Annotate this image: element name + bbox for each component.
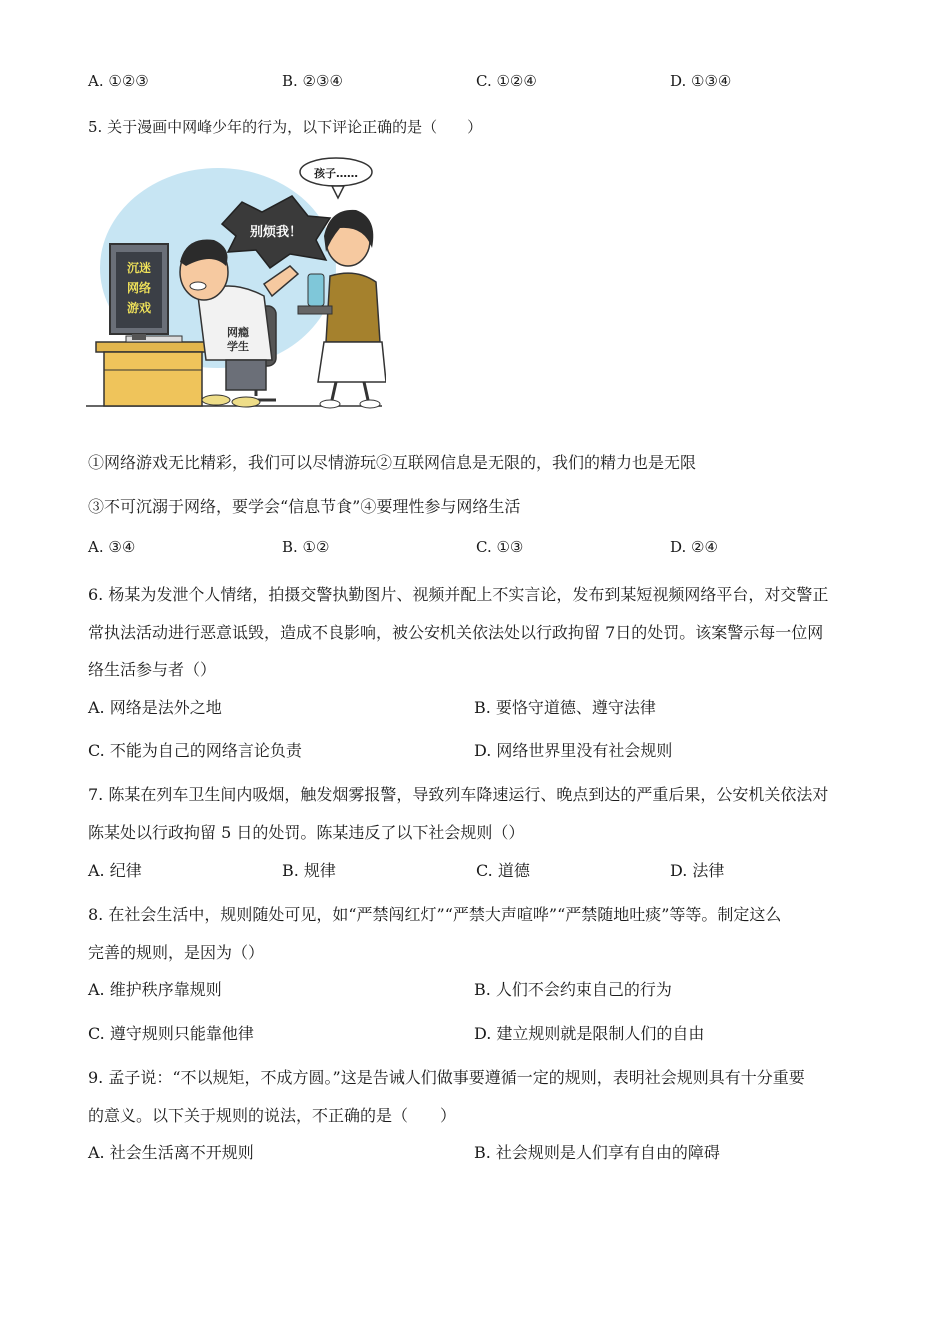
screen-text-3: 游戏 bbox=[126, 301, 152, 315]
q7-option-a: A. 纪律 bbox=[88, 861, 142, 880]
q7-stem-line1: 7. 陈某在列车卫生间内吸烟，触发烟雾报警，导致列车降速运行、晚点到达的严重后果，公安机关依法对 bbox=[88, 785, 829, 804]
tray bbox=[298, 306, 332, 314]
q8-option-a: A. 维护秩序靠规则 bbox=[88, 980, 222, 999]
q9-stem-line2: 的意义。以下关于规则的说法，不正确的是（ ） bbox=[88, 1106, 457, 1125]
desk-body bbox=[104, 352, 202, 406]
bottle bbox=[308, 274, 324, 306]
q5-option-b: B. ①② bbox=[282, 538, 330, 556]
q6-option-a: A. 网络是法外之地 bbox=[88, 698, 222, 717]
q8-option-c: C. 遵守规则只能靠他律 bbox=[88, 1024, 254, 1043]
q8-stem-line1: 8. 在社会生活中，规则随处可见，如“严禁闯红灯”“严禁大声喧哗”“严禁随地吐痰”等等。制定这么 bbox=[88, 905, 782, 924]
q9-option-a: A. 社会生活离不开规则 bbox=[88, 1143, 254, 1162]
q4-option-b: B. ②③④ bbox=[282, 72, 343, 90]
q7-option-b: B. 规律 bbox=[282, 861, 336, 880]
bubble-child-text: 孩子…… bbox=[314, 167, 358, 180]
q7-option-d: D. 法律 bbox=[670, 861, 725, 880]
mother-skirt bbox=[318, 342, 386, 382]
q8-stem-line2: 完善的规则，是因为（） bbox=[88, 943, 265, 962]
q7-option-c: C. 道德 bbox=[476, 861, 530, 880]
desk-top bbox=[96, 342, 208, 352]
q6-option-b: B. 要恪守道德、遵守法律 bbox=[474, 698, 656, 717]
q5-stem: 5. 关于漫画中网峰少年的行为，以下评论正确的是（ ） bbox=[88, 118, 483, 136]
comic-illustration bbox=[86, 156, 386, 412]
q6-stem-line1: 6. 杨某为发泄个人情绪，拍摄交警执勤图片、视频并配上不实言论，发布到某短视频网络平台，对交警正 bbox=[88, 585, 829, 604]
q7-stem-line2: 陈某处以行政拘留 5 日的处罚。陈某违反了以下社会规则（） bbox=[88, 823, 525, 842]
q5-option-d: D. ②④ bbox=[670, 538, 718, 556]
q4-option-d: D. ①③④ bbox=[670, 72, 732, 90]
q6-stem-line2: 常执法活动进行恶意诋毁，造成不良影响，被公安机关依法处以行政拘留 7日的处罚。该案警示每一位网 bbox=[88, 623, 824, 642]
q5-statement-line1: ①网络游戏无比精彩，我们可以尽情游玩②互联网信息是无限的，我们的精力也是无限 bbox=[88, 453, 697, 472]
q5-option-c: C. ①③ bbox=[476, 538, 524, 556]
shirt-text-1: 网瘾 bbox=[227, 326, 249, 339]
shirt-text-2: 学生 bbox=[227, 340, 249, 353]
q5-statement-line2: ③不可沉溺于网络，要学会“信息节食”④要理性参与网络生活 bbox=[88, 497, 521, 516]
q8-option-b: B. 人们不会约束自己的行为 bbox=[474, 980, 672, 999]
screen-text-2: 网络 bbox=[126, 281, 152, 295]
mother-shirt bbox=[326, 273, 380, 342]
q6-stem-line3: 络生活参与者（） bbox=[88, 660, 217, 679]
q9-option-b: B. 社会规则是人们享有自由的障碍 bbox=[474, 1143, 720, 1162]
q4-option-c: C. ①②④ bbox=[476, 72, 537, 90]
q8-option-d: D. 建立规则就是限制人们的自由 bbox=[474, 1024, 705, 1043]
q4-option-a: A. ①②③ bbox=[88, 72, 149, 90]
bubble-dont-bother-text: 别烦我！ bbox=[249, 225, 303, 240]
q6-option-d: D. 网络世界里没有社会规则 bbox=[474, 741, 673, 760]
q6-option-c: C. 不能为自己的网络言论负责 bbox=[88, 741, 302, 760]
screen-text-1: 沉迷 bbox=[126, 261, 152, 275]
q9-stem-line1: 9. 孟子说：“不以规矩，不成方圆。”这是告诫人们做事要遵循一定的规则，表明社会规则具有十分重要 bbox=[88, 1068, 805, 1087]
q5-option-a: A. ③④ bbox=[88, 538, 136, 556]
